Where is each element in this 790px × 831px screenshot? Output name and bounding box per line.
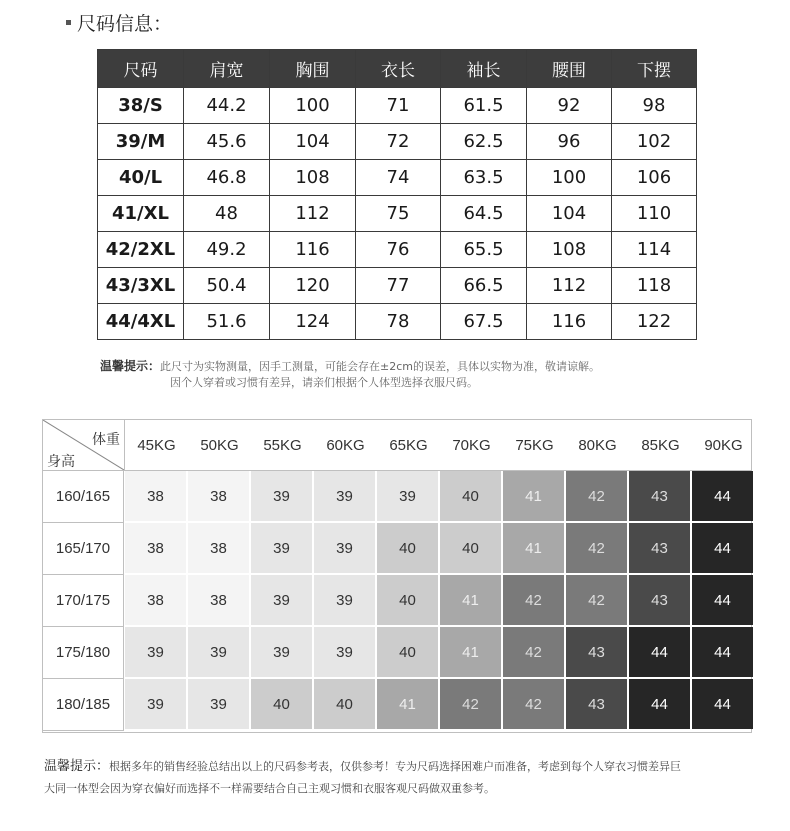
weight-label: 80KG: [578, 436, 617, 454]
size-cell: 40: [314, 679, 375, 729]
corner-weight-label: 体重: [92, 432, 120, 448]
weight-label: 65KG: [389, 436, 428, 454]
size-cell: 43: [629, 575, 690, 625]
size-row: [98, 304, 697, 340]
size-cell: 44: [629, 679, 690, 729]
size-cell: 41: [503, 523, 564, 573]
size-row: [98, 268, 697, 304]
size-value-cell: 104: [527, 196, 612, 232]
size-value-cell: 78: [356, 304, 441, 340]
size-value-cell: 75: [356, 196, 441, 232]
size-value-cell: 77: [356, 268, 441, 304]
size-value-cell: 124: [270, 304, 356, 340]
section-title: [66, 8, 172, 36]
size-cell: 44: [692, 627, 753, 677]
size-row: [98, 160, 697, 196]
size-value-cell: 66.5: [441, 268, 527, 304]
size-cell: 40: [440, 523, 501, 573]
size-row: [98, 232, 697, 268]
size-cell: 40: [377, 523, 438, 573]
header-cell: 胸围: [270, 50, 356, 88]
grid-row: [43, 523, 751, 575]
size-cell: 39: [251, 575, 312, 625]
size-cell: 39: [125, 679, 186, 729]
size-value-cell: 67.5: [441, 304, 527, 340]
grid-corner: [43, 420, 125, 470]
size-cell: 39: [188, 627, 249, 677]
reference-note-line-1: 根据多年的销售经验总结出以上的尺码参考表，仅供参考！专为尺码选择困难户而准备，考虑到每个人穿衣习惯差异巨: [109, 760, 682, 773]
grid-row: [43, 471, 751, 523]
grid-row: [43, 679, 751, 731]
grid-row: [43, 627, 751, 679]
size-cell: 42: [566, 575, 627, 625]
size-value-cell: 48: [184, 196, 270, 232]
size-row: [98, 88, 697, 124]
header-cell: 腰围: [527, 50, 612, 88]
weight-label: 90KG: [704, 436, 743, 454]
size-cell: 38: [188, 471, 249, 521]
size-cell: 44: [629, 627, 690, 677]
size-cell: 41: [440, 627, 501, 677]
corner-height-label: 身高: [47, 454, 75, 470]
size-cell: 43: [629, 523, 690, 573]
section-title-text: 尺码信息：: [77, 12, 173, 35]
reference-note: [44, 756, 681, 800]
size-value-cell: 108: [527, 232, 612, 268]
reference-note-line-2: 大同一体型会因为穿衣偏好而选择不一样需要结合自己主观习惯和衣服客观尺码做双重参考。: [44, 782, 495, 795]
size-value-cell: 112: [270, 196, 356, 232]
size-value-cell: 122: [612, 304, 697, 340]
size-cell: 40: [251, 679, 312, 729]
size-cell: 38: [188, 523, 249, 573]
size-cell: 38: [188, 575, 249, 625]
size-label-cell: 40/L: [98, 160, 184, 196]
size-value-cell: 108: [270, 160, 356, 196]
size-value-cell: 49.2: [184, 232, 270, 268]
size-value-cell: 116: [527, 304, 612, 340]
size-table: [97, 49, 697, 340]
size-cell: 40: [377, 575, 438, 625]
size-cell: 39: [314, 627, 375, 677]
height-label: 160/165: [43, 471, 124, 523]
size-cell: 39: [314, 523, 375, 573]
size-cell: 39: [188, 679, 249, 729]
size-value-cell: 106: [612, 160, 697, 196]
size-value-cell: 112: [527, 268, 612, 304]
header-cell: 尺码: [98, 50, 184, 88]
size-label-cell: 42/2XL: [98, 232, 184, 268]
size-cell: 40: [377, 627, 438, 677]
size-value-cell: 46.8: [184, 160, 270, 196]
size-label-cell: 38/S: [98, 88, 184, 124]
grid-header: [43, 420, 751, 471]
size-cell: 44: [692, 523, 753, 573]
height-label: 180/185: [43, 679, 124, 731]
size-value-cell: 102: [612, 124, 697, 160]
size-cell: 42: [566, 523, 627, 573]
size-cell: 39: [125, 627, 186, 677]
size-cell: 38: [125, 575, 186, 625]
size-cell: 39: [314, 575, 375, 625]
size-cell: 43: [566, 627, 627, 677]
size-cell: 44: [692, 575, 753, 625]
grid-row: [43, 575, 751, 627]
size-value-cell: 71: [356, 88, 441, 124]
size-value-cell: 74: [356, 160, 441, 196]
weight-label: 45KG: [137, 436, 176, 454]
header-cell: 肩宽: [184, 50, 270, 88]
size-value-cell: 45.6: [184, 124, 270, 160]
weight-label: 70KG: [452, 436, 491, 454]
size-label-cell: 44/4XL: [98, 304, 184, 340]
size-cell: 40: [440, 471, 501, 521]
size-value-cell: 100: [270, 88, 356, 124]
weight-label: 75KG: [515, 436, 554, 454]
size-value-cell: 104: [270, 124, 356, 160]
size-value-cell: 100: [527, 160, 612, 196]
weight-label: 85KG: [641, 436, 680, 454]
size-value-cell: 114: [612, 232, 697, 268]
bullet-icon: [66, 20, 71, 25]
height-label: 165/170: [43, 523, 124, 575]
size-cell: 44: [692, 679, 753, 729]
size-cell: 39: [314, 471, 375, 521]
size-label-cell: 39/M: [98, 124, 184, 160]
size-label-cell: 41/XL: [98, 196, 184, 232]
size-table-header: [98, 50, 697, 88]
size-value-cell: 44.2: [184, 88, 270, 124]
note-line-1: 此尺寸为实物测量，因手工测量，可能会存在±2cm的误差，具体以实物为准，敬请谅解。: [160, 360, 600, 373]
size-value-cell: 64.5: [441, 196, 527, 232]
size-value-cell: 65.5: [441, 232, 527, 268]
note-label: 温馨提示：: [100, 359, 161, 373]
note-line-2: 因个人穿着或习惯有差异，请亲们根据个人体型选择衣服尺码。: [170, 376, 478, 389]
weight-label: 50KG: [200, 436, 239, 454]
size-recommendation-grid: [42, 419, 752, 733]
size-value-cell: 62.5: [441, 124, 527, 160]
weight-label: 55KG: [263, 436, 302, 454]
size-value-cell: 92: [527, 88, 612, 124]
size-cell: 38: [125, 523, 186, 573]
size-value-cell: 61.5: [441, 88, 527, 124]
size-cell: 42: [440, 679, 501, 729]
size-cell: 43: [566, 679, 627, 729]
size-cell: 42: [566, 471, 627, 521]
measurement-note: [100, 358, 600, 391]
height-label: 170/175: [43, 575, 124, 627]
weight-label: 60KG: [326, 436, 365, 454]
size-cell: 42: [503, 679, 564, 729]
header-cell: 袖长: [441, 50, 527, 88]
size-cell: 44: [692, 471, 753, 521]
size-cell: 41: [440, 575, 501, 625]
size-cell: 39: [251, 627, 312, 677]
size-cell: 39: [251, 523, 312, 573]
size-value-cell: 63.5: [441, 160, 527, 196]
size-row: [98, 196, 697, 232]
size-cell: 41: [503, 471, 564, 521]
size-cell: 43: [629, 471, 690, 521]
size-value-cell: 118: [612, 268, 697, 304]
size-value-cell: 50.4: [184, 268, 270, 304]
size-value-cell: 120: [270, 268, 356, 304]
size-value-cell: 98: [612, 88, 697, 124]
size-cell: 41: [377, 679, 438, 729]
size-value-cell: 110: [612, 196, 697, 232]
height-label: 175/180: [43, 627, 124, 679]
size-value-cell: 51.6: [184, 304, 270, 340]
reference-note-label: 温馨提示：: [44, 759, 110, 774]
size-cell: 38: [125, 471, 186, 521]
size-value-cell: 116: [270, 232, 356, 268]
size-cell: 42: [503, 627, 564, 677]
size-cell: 39: [251, 471, 312, 521]
header-cell: 衣长: [356, 50, 441, 88]
size-cell: 42: [503, 575, 564, 625]
size-cell: 39: [377, 471, 438, 521]
header-cell: 下摆: [612, 50, 697, 88]
size-label-cell: 43/3XL: [98, 268, 184, 304]
size-value-cell: 76: [356, 232, 441, 268]
size-value-cell: 96: [527, 124, 612, 160]
size-value-cell: 72: [356, 124, 441, 160]
size-row: [98, 124, 697, 160]
